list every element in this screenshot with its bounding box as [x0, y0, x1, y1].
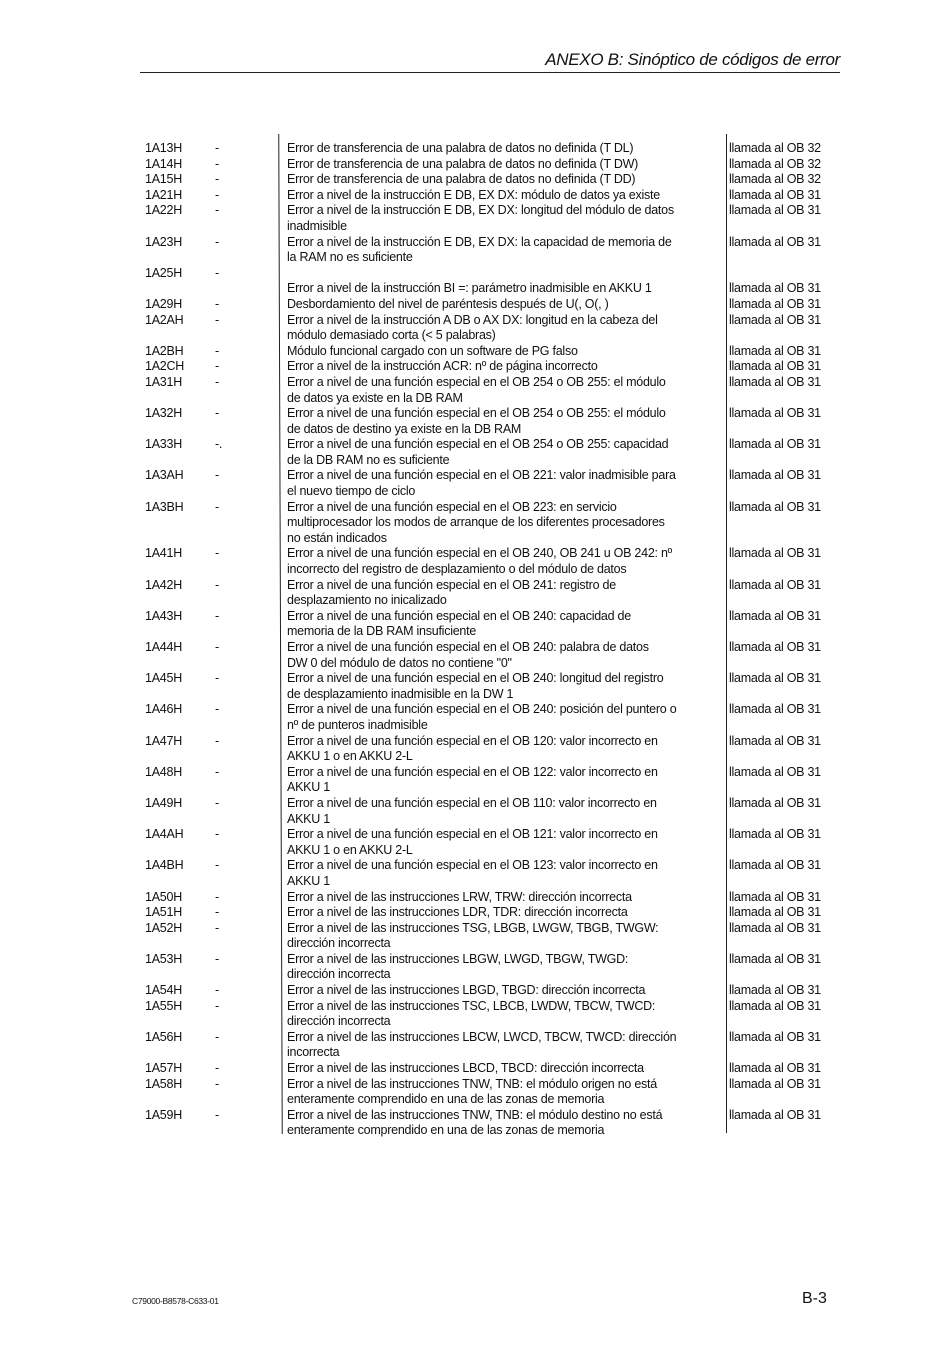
error-code: 1A52H [145, 920, 182, 935]
table-row [135, 890, 835, 906]
error-code: 1A55H [145, 998, 182, 1013]
error-description: Error a nivel de la instrucción E DB, EX DX: la capacidad de memoria de la RAM no es suficiente [287, 234, 672, 265]
separator-dash: - [215, 406, 219, 421]
error-description: Error a nivel de una función especial en el OB 123: valor incorrecto en AKKU 1 [287, 858, 658, 888]
separator-dash: - [215, 733, 219, 748]
error-description: Error a nivel de una función especial en el OB 121: valor incorrecto en AKKU 1 o en AKKU 2-L [287, 827, 658, 857]
error-description: Error a nivel de una función especial en el OB 241: registro de desplazamiento no inicalizado [287, 577, 616, 608]
table-row [135, 1061, 835, 1077]
error-action: llamada al OB 31 [729, 702, 821, 717]
table-row [135, 437, 835, 468]
error-description: Error a nivel de una función especial en el OB 120: valor incorrecto en AKKU 1 o en AKKU 2-L [287, 733, 658, 764]
table-row [135, 905, 835, 921]
error-action: llamada al OB 31 [729, 281, 821, 296]
document-code: C79000-B8578-C633-01 [132, 1296, 219, 1306]
error-code: 1A59H [145, 1107, 182, 1122]
table-row [135, 203, 835, 234]
error-code: 1A29H [145, 296, 182, 311]
error-action: llamada al OB 31 [729, 889, 821, 904]
error-action: llamada al OB 32 [729, 172, 821, 187]
table-row [135, 266, 835, 282]
separator-dash: - [215, 905, 219, 920]
separator-dash: - [215, 343, 219, 358]
separator-dash: - [215, 577, 219, 592]
error-action: llamada al OB 31 [729, 1061, 821, 1076]
error-code: 1A44H [145, 640, 182, 654]
table-row [135, 983, 835, 999]
table-row [135, 281, 835, 297]
error-action: llamada al OB 31 [729, 858, 821, 873]
error-code: 1A15H [145, 172, 182, 187]
separator-dash: - [215, 172, 219, 187]
error-action: llamada al OB 31 [729, 406, 821, 421]
table-row [135, 796, 835, 827]
error-description: Error a nivel de la instrucción E DB, EX DX: módulo de datos ya existe [287, 187, 660, 202]
table-row [135, 313, 835, 344]
error-code: 1A4BH [145, 858, 184, 873]
error-description: Error a nivel de una función especial en el OB 240, OB 241 u OB 242: nº incorrecto del registro de desplazamiento o del módulo de datos [287, 546, 672, 577]
error-description: Error a nivel de las instrucciones TNW, TNB: el módulo origen no está enteramente comprendido en una de las zonas de memoria [287, 1076, 657, 1107]
error-description: Error de transferencia de una palabra de datos no definida (T DL) [287, 141, 634, 155]
error-code: 1A47H [145, 733, 182, 748]
error-description: Módulo funcional cargado con un software de PG falso [287, 343, 578, 358]
error-description: Error a nivel de una función especial en el OB 110: valor incorrecto en AKKU 1 [287, 795, 657, 826]
table-row [135, 952, 835, 983]
error-code: 1A33H [145, 437, 182, 452]
page-number: B-3 [802, 1290, 827, 1307]
error-description: Error a nivel de una función especial en el OB 254 o OB 255: el módulo de datos ya existe en la DB RAM [287, 374, 666, 405]
table-row [135, 609, 835, 640]
table-row [135, 157, 835, 173]
error-action: llamada al OB 31 [729, 764, 821, 779]
separator-dash: - [215, 374, 219, 389]
error-action: llamada al OB 31 [729, 234, 821, 249]
error-action: llamada al OB 31 [729, 998, 821, 1013]
error-description: Error a nivel de las instrucciones LBGW, LWGD, TBGW, TWGD: dirección incorrecta [287, 951, 629, 982]
error-code: 1A22H [145, 203, 182, 218]
error-code: 1A25H [145, 265, 182, 280]
separator-dash: - [215, 764, 219, 779]
error-action: llamada al OB 31 [729, 468, 821, 483]
table-row [135, 546, 835, 577]
error-code: 1A2CH [145, 359, 185, 374]
separator-dash: - [215, 296, 219, 311]
error-code: 1A41H [145, 546, 182, 561]
separator-dash: - [215, 827, 219, 842]
error-code: 1A49H [145, 795, 182, 810]
separator-dash: - [215, 983, 219, 998]
table-row [135, 1108, 835, 1139]
table-row [135, 858, 835, 889]
separator-dash: - [215, 998, 219, 1013]
table-row [135, 375, 835, 406]
error-description: Error a nivel de las instrucciones LBCW, LWCD, TBCW, TWCD: dirección incorrecta [287, 1029, 677, 1060]
table-row [135, 344, 835, 360]
error-description: Error a nivel de una función especial en el OB 122: valor incorrecto en AKKU 1 [287, 764, 658, 795]
error-code: 1A2AH [145, 312, 184, 327]
separator-dash: - [215, 546, 219, 561]
error-description: Error a nivel de la instrucción E DB, EX DX: longitud del módulo de datos inadmisible [287, 203, 674, 233]
error-code: 1A3BH [145, 499, 184, 514]
page-header [140, 50, 840, 74]
error-description: Error a nivel de las instrucciones LBCD, TBCD: dirección incorrecta [287, 1061, 644, 1076]
error-action: llamada al OB 31 [729, 437, 821, 452]
header-rule [140, 72, 840, 73]
error-description: Error de transferencia de una palabra de datos no definida (T DW) [287, 156, 639, 171]
error-description: Error a nivel de las instrucciones TSC, LBCB, LWDW, TBCW, TWCD: dirección incorrecta [287, 998, 656, 1029]
separator-dash: - [215, 951, 219, 966]
error-action: llamada al OB 31 [729, 374, 821, 389]
error-code: 1A31H [145, 374, 182, 389]
separator-dash: - [215, 1061, 219, 1076]
error-action: llamada al OB 31 [729, 920, 821, 935]
error-description: Desbordamiento del nivel de paréntesis después de U(, O(, ) [287, 296, 609, 311]
error-description: Error a nivel de las instrucciones TNW, TNB: el módulo destino no está enteramente comprendido en una de las zonas de memoria [287, 1107, 663, 1138]
separator-dash: - [215, 468, 219, 483]
error-action: llamada al OB 31 [729, 312, 821, 327]
error-description: Error a nivel de las instrucciones LBGD, TBGD: dirección incorrecta [287, 983, 646, 998]
separator-dash: - [215, 1107, 219, 1122]
error-code: 1A32H [145, 406, 182, 421]
error-code-table [135, 141, 835, 1139]
separator-dash: -. [215, 437, 223, 452]
error-action: llamada al OB 31 [729, 671, 821, 686]
table-row [135, 999, 835, 1030]
error-code: 1A4AH [145, 827, 184, 842]
error-action: llamada al OB 31 [729, 359, 821, 374]
table-row [135, 500, 835, 547]
error-code: 1A54H [145, 983, 182, 998]
error-action: llamada al OB 31 [729, 296, 821, 311]
table-row [135, 172, 835, 188]
error-description: Error a nivel de la instrucción ACR: nº de página incorrecto [287, 359, 598, 374]
separator-dash: - [215, 889, 219, 904]
separator-dash: - [215, 187, 219, 202]
table-row [135, 297, 835, 313]
separator-dash: - [215, 858, 219, 873]
error-action: llamada al OB 31 [729, 577, 821, 592]
table-row [135, 141, 835, 157]
table-row [135, 188, 835, 204]
separator-dash: - [215, 156, 219, 171]
table-row [135, 235, 835, 266]
table-row [135, 406, 835, 437]
table-row [135, 921, 835, 952]
error-description: Error a nivel de una función especial en el OB 254 o OB 255: capacidad de la DB RAM no es suficiente [287, 437, 669, 467]
error-description: Error a nivel de una función especial en el OB 240: longitud del registro de desplazamiento inadmisible en la DW 1 [287, 671, 664, 701]
error-description: Error a nivel de las instrucciones LDR, TDR: dirección incorrecta [287, 905, 628, 920]
table-row [135, 702, 835, 733]
separator-dash: - [215, 1029, 219, 1044]
error-action: llamada al OB 31 [729, 983, 821, 998]
separator-dash: - [215, 795, 219, 810]
error-code: 1A43H [145, 608, 182, 623]
table-row [135, 359, 835, 375]
error-code: 1A56H [145, 1029, 182, 1044]
error-description: Error a nivel de la instrucción BI =: parámetro inadmisible en AKKU 1 [287, 281, 652, 296]
error-code: 1A23H [145, 234, 182, 249]
error-action: llamada al OB 31 [729, 733, 821, 748]
table-row [135, 1030, 835, 1061]
separator-dash: - [215, 234, 219, 249]
error-description: Error a nivel de una función especial en el OB 240: capacidad de memoria de la DB RAM insuficiente [287, 608, 631, 639]
table-row [135, 468, 835, 499]
error-description: Error a nivel de las instrucciones TSG, LBGB, LWGW, TBGB, TWGW: dirección incorrecta [287, 920, 659, 951]
error-description: Error a nivel de una función especial en el OB 223: en servicio multiprocesador los modos de arranque de los diferentes procesadores no están indicados [287, 499, 665, 545]
error-description: Error a nivel de las instrucciones LRW, TRW: dirección incorrecta [287, 889, 632, 904]
error-action: llamada al OB 31 [729, 1076, 821, 1091]
separator-dash: - [215, 141, 219, 155]
separator-dash: - [215, 608, 219, 623]
table-row [135, 671, 835, 702]
separator-dash: - [215, 265, 219, 280]
error-code: 1A13H [145, 141, 182, 155]
error-action: llamada al OB 31 [729, 1107, 821, 1122]
error-description [287, 266, 717, 282]
error-action: llamada al OB 31 [729, 795, 821, 810]
error-description: Error a nivel de una función especial en el OB 221: valor inadmisible para el nuevo tiempo de ciclo [287, 468, 676, 499]
error-action: llamada al OB 31 [729, 187, 821, 202]
error-description: Error a nivel de la instrucción A DB o AX DX: longitud en la cabeza del módulo demasiado corta (< 5 palabras) [287, 312, 658, 343]
table-row [135, 827, 835, 858]
error-code: 1A58H [145, 1076, 182, 1091]
error-code: 1A2BH [145, 343, 184, 358]
error-code: 1A14H [145, 156, 182, 171]
error-action: llamada al OB 31 [729, 499, 821, 514]
error-action: llamada al OB 31 [729, 1029, 821, 1044]
error-action: llamada al OB 31 [729, 827, 821, 842]
error-code: 1A57H [145, 1061, 182, 1076]
error-code: 1A50H [145, 889, 182, 904]
separator-dash: - [215, 1076, 219, 1091]
error-action: llamada al OB 31 [729, 203, 821, 218]
separator-dash: - [215, 640, 219, 654]
error-description: Error a nivel de una función especial en el OB 240: posición del puntero o nº de punteros inadmisible [287, 702, 677, 732]
error-action: llamada al OB 32 [729, 141, 821, 155]
error-action: llamada al OB 31 [729, 343, 821, 358]
error-action: llamada al OB 31 [729, 905, 821, 920]
error-action: llamada al OB 31 [729, 951, 821, 966]
table-row [135, 640, 835, 671]
error-code: 1A21H [145, 187, 182, 202]
error-action: llamada al OB 31 [729, 546, 821, 561]
error-action: llamada al OB 32 [729, 156, 821, 171]
table-row [135, 734, 835, 765]
error-description: Error a nivel de una función especial en el OB 254 o OB 255: el módulo de datos de destino ya existe en la DB RAM [287, 406, 666, 436]
separator-dash: - [215, 920, 219, 935]
separator-dash: - [215, 499, 219, 514]
error-description: Error de transferencia de una palabra de datos no definida (T DD) [287, 172, 636, 187]
separator-dash: - [215, 359, 219, 374]
header-title: ANEXO B: Sinóptico de códigos de error [545, 50, 840, 69]
separator-dash: - [215, 702, 219, 717]
error-code: 1A53H [145, 951, 182, 966]
error-code: 1A46H [145, 702, 182, 717]
error-code: 1A42H [145, 577, 182, 592]
table-row [135, 765, 835, 796]
table-row [135, 578, 835, 609]
error-code: 1A51H [145, 905, 182, 920]
error-action: llamada al OB 31 [729, 608, 821, 623]
error-description: Error a nivel de una función especial en el OB 240: palabra de datos DW 0 del módulo de datos no contiene "0" [287, 640, 649, 670]
error-action: llamada al OB 31 [729, 640, 821, 654]
separator-dash: - [215, 312, 219, 327]
error-code: 1A3AH [145, 468, 184, 483]
separator-dash: - [215, 203, 219, 218]
separator-dash: - [215, 671, 219, 686]
error-code: 1A48H [145, 764, 182, 779]
table-row [135, 1077, 835, 1108]
error-code: 1A45H [145, 671, 182, 686]
